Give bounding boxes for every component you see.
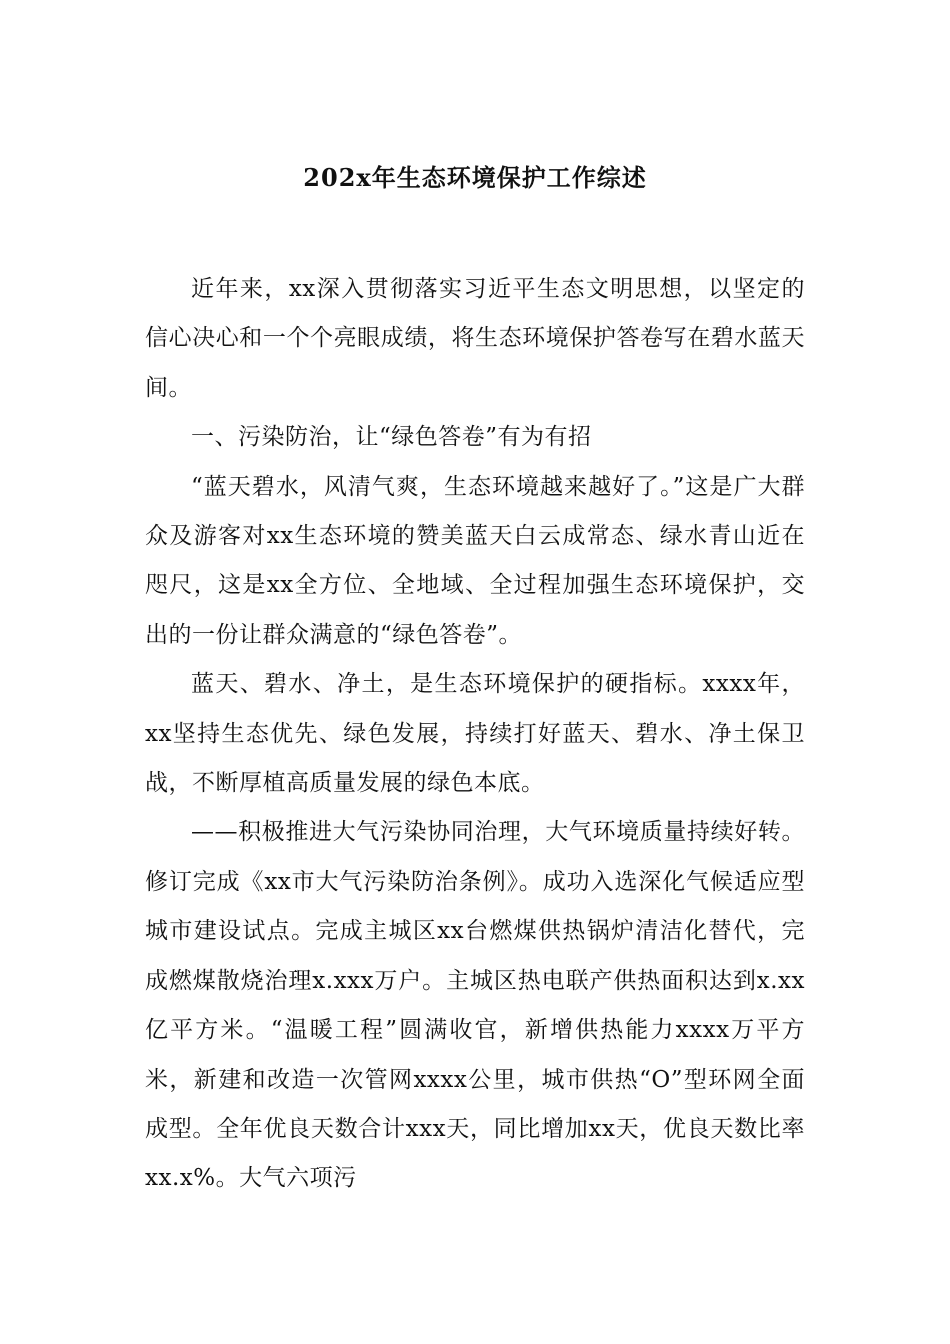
- section-heading: 一、污染防治，让“绿色答卷”有为有招: [191, 424, 592, 451]
- document-title: 202x年生态环境保护工作综述: [303, 163, 647, 192]
- paragraph-quote: “蓝天碧水，风清气爽，生态环境越来越好了。”这是广大群众及游客对xx生态环境的赞美蓝天白云成常态、绿水青山近在咫尺，这是xx全方位、全地域、全过程加强生态环境保护，交出的一份让群众满意的“绿色答卷”。: [145, 473, 805, 648]
- paragraph-air-pollution: ——积极推进大气污染协同治理，大气环境质量持续好转。修订完成《xx市大气污染防治条例》。成功入选深化气候适应型城市建设试点。完成主城区xx台燃煤供热锅炉清洁化替代，完成燃煤散烧治理x.xxx万户。主城区热电联产供热面积达到x.xx亿平方米。“温暖工程”圆满收官，新增供热能力xxxx万平方米，新建和改造一次管网xxxx公里，城市供热“O”型环网全面成型。全年优良天数合计xxx天，同比增加xx天，优良天数比率xx.x%。大气六项污: [145, 819, 805, 1192]
- paragraph-indicators: 蓝天、碧水、净土，是生态环境保护的硬指标。xxxx年，xx坚持生态优先、绿色发展，持续打好蓝天、碧水、净土保卫战，不断厚植高质量发展的绿色本底。: [145, 671, 805, 797]
- paragraph-intro: 近年来，xx深入贯彻落实习近平生态文明思想，以坚定的信心决心和一个个亮眼成绩，将生态环境保护答卷写在碧水蓝天间。: [145, 276, 805, 401]
- document-body: [145, 265, 805, 1204]
